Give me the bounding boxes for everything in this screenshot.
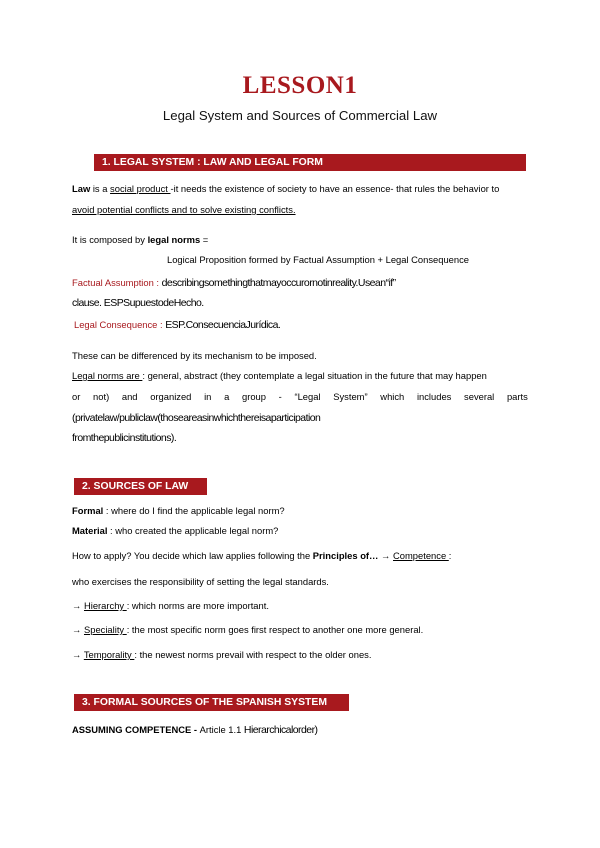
material-line [72,525,278,536]
factual-assumption-label: Factual Assumption : [72,277,162,288]
composed-post: = [200,234,209,245]
arrow-icon: → [72,649,84,660]
section-3-heading: 3. FORMAL SOURCES OF THE SPANISH SYSTEM [74,694,349,711]
principles-of-term: Principles of… [312,550,379,561]
legal-norms-word: in [204,391,212,402]
article-ref: Article 1.1 [199,724,244,735]
legal-norms-line-1 [72,370,487,381]
how-pre: How to apply? You decide which law applies following the [72,550,313,561]
lesson-subtitle: Legal System and Sources of Commercial Law [162,108,438,123]
legal-consequence-label: Legal Consequence : [74,319,166,330]
legal-norms-term: legal norms [147,234,201,245]
competence-term: Competence [393,550,449,561]
legal-norms-word: and [121,391,138,402]
temporality-text: : the newest norms prevail with respect to the older ones. [134,649,372,660]
speciality-term: Speciality [83,624,127,635]
legal-norms-word: several [464,391,495,402]
speciality-text: : the most specific norm goes first respect to another one more general. [126,624,424,635]
differenced-line: These can be differenced by its mechanism to be imposed. [72,350,317,361]
legal-consequence-text: ESP.ConsecuenciaJurídica. [165,319,281,331]
legal-norms-word: a [224,391,230,402]
law-rest-1: -it needs the existence of society to have an essence- that rules the behavior to [170,183,500,194]
speciality-line [72,624,423,635]
law-definition-line-1 [72,183,499,194]
legal-consequence-line [74,319,280,331]
assuming-competence-line [72,724,317,736]
arrow-icon: → [378,550,394,561]
hierarchical-order-text: Hierarchicalorder) [243,724,318,736]
legal-norms-line-4: fromthepublicinstitutions). [72,432,177,444]
legal-norms-word: organized [150,391,192,402]
composed-line [72,234,208,245]
law-is-a: is a [90,183,111,194]
section-1-heading: 1. LEGAL SYSTEM : LAW AND LEGAL FORM [94,154,526,171]
hierarchy-term: Hierarchy [83,600,127,611]
legal-norms-word: “Legal [294,391,321,402]
formal-line [72,505,285,516]
legal-norms-word: includes [416,391,452,402]
legal-norms-word: not) [93,391,110,402]
formal-text: : where do I find the applicable legal norm? [103,505,285,516]
legal-norms-word: parts [506,391,528,402]
factual-assumption-line [72,277,396,289]
legal-norms-line-2 [72,391,528,402]
hierarchy-line [72,600,269,611]
hierarchy-text: : which norms are more important. [126,600,269,611]
lesson-title: LESSON1 [242,72,358,99]
legal-norms-label: Legal norms are [72,370,143,381]
formal-label: Formal [72,505,104,516]
law-definition-line-2: avoid potential conflicts and to solve existing conflicts. [72,204,296,215]
social-product-term: social product [110,183,171,194]
legal-norms-word: which [380,391,405,402]
legal-norms-word: or [72,391,81,402]
legal-norms-word: - [278,391,282,402]
factual-assumption-text: describingsomethingthatmayoccurornotinreality.Usean“if” [161,277,396,289]
factual-assumption-text-2: clause. ESPSupuestodeHecho. [72,297,204,309]
law-word: Law [72,183,91,194]
arrow-icon: → [72,600,84,611]
who-exercises-line: who exercises the responsibility of setting the legal standards. [72,576,329,587]
material-label: Material [72,525,108,536]
arrow-icon: → [72,624,84,635]
material-text: : who created the applicable legal norm? [107,525,279,536]
section-2-heading: 2. SOURCES OF LAW [74,478,207,495]
assuming-competence-term: ASSUMING COMPETENCE - [72,724,200,735]
composed-pre: It is composed by [72,234,148,245]
temporality-line [72,649,371,660]
legal-norms-line-3: (privatelaw/publiclaw(thoseareasinwhichthereisaparticipation [72,412,321,424]
logical-proposition: Logical Proposition formed by Factual Assumption + Legal Consequence [167,254,470,265]
how-colon: : [448,550,452,561]
how-to-apply-line [72,550,451,561]
legal-norms-word: group [241,391,266,402]
legal-norms-word: System” [333,391,368,402]
temporality-term: Temporality [83,649,135,660]
legal-norms-text-1: : general, abstract (they contemplate a legal situation in the future that may happen [142,370,487,381]
